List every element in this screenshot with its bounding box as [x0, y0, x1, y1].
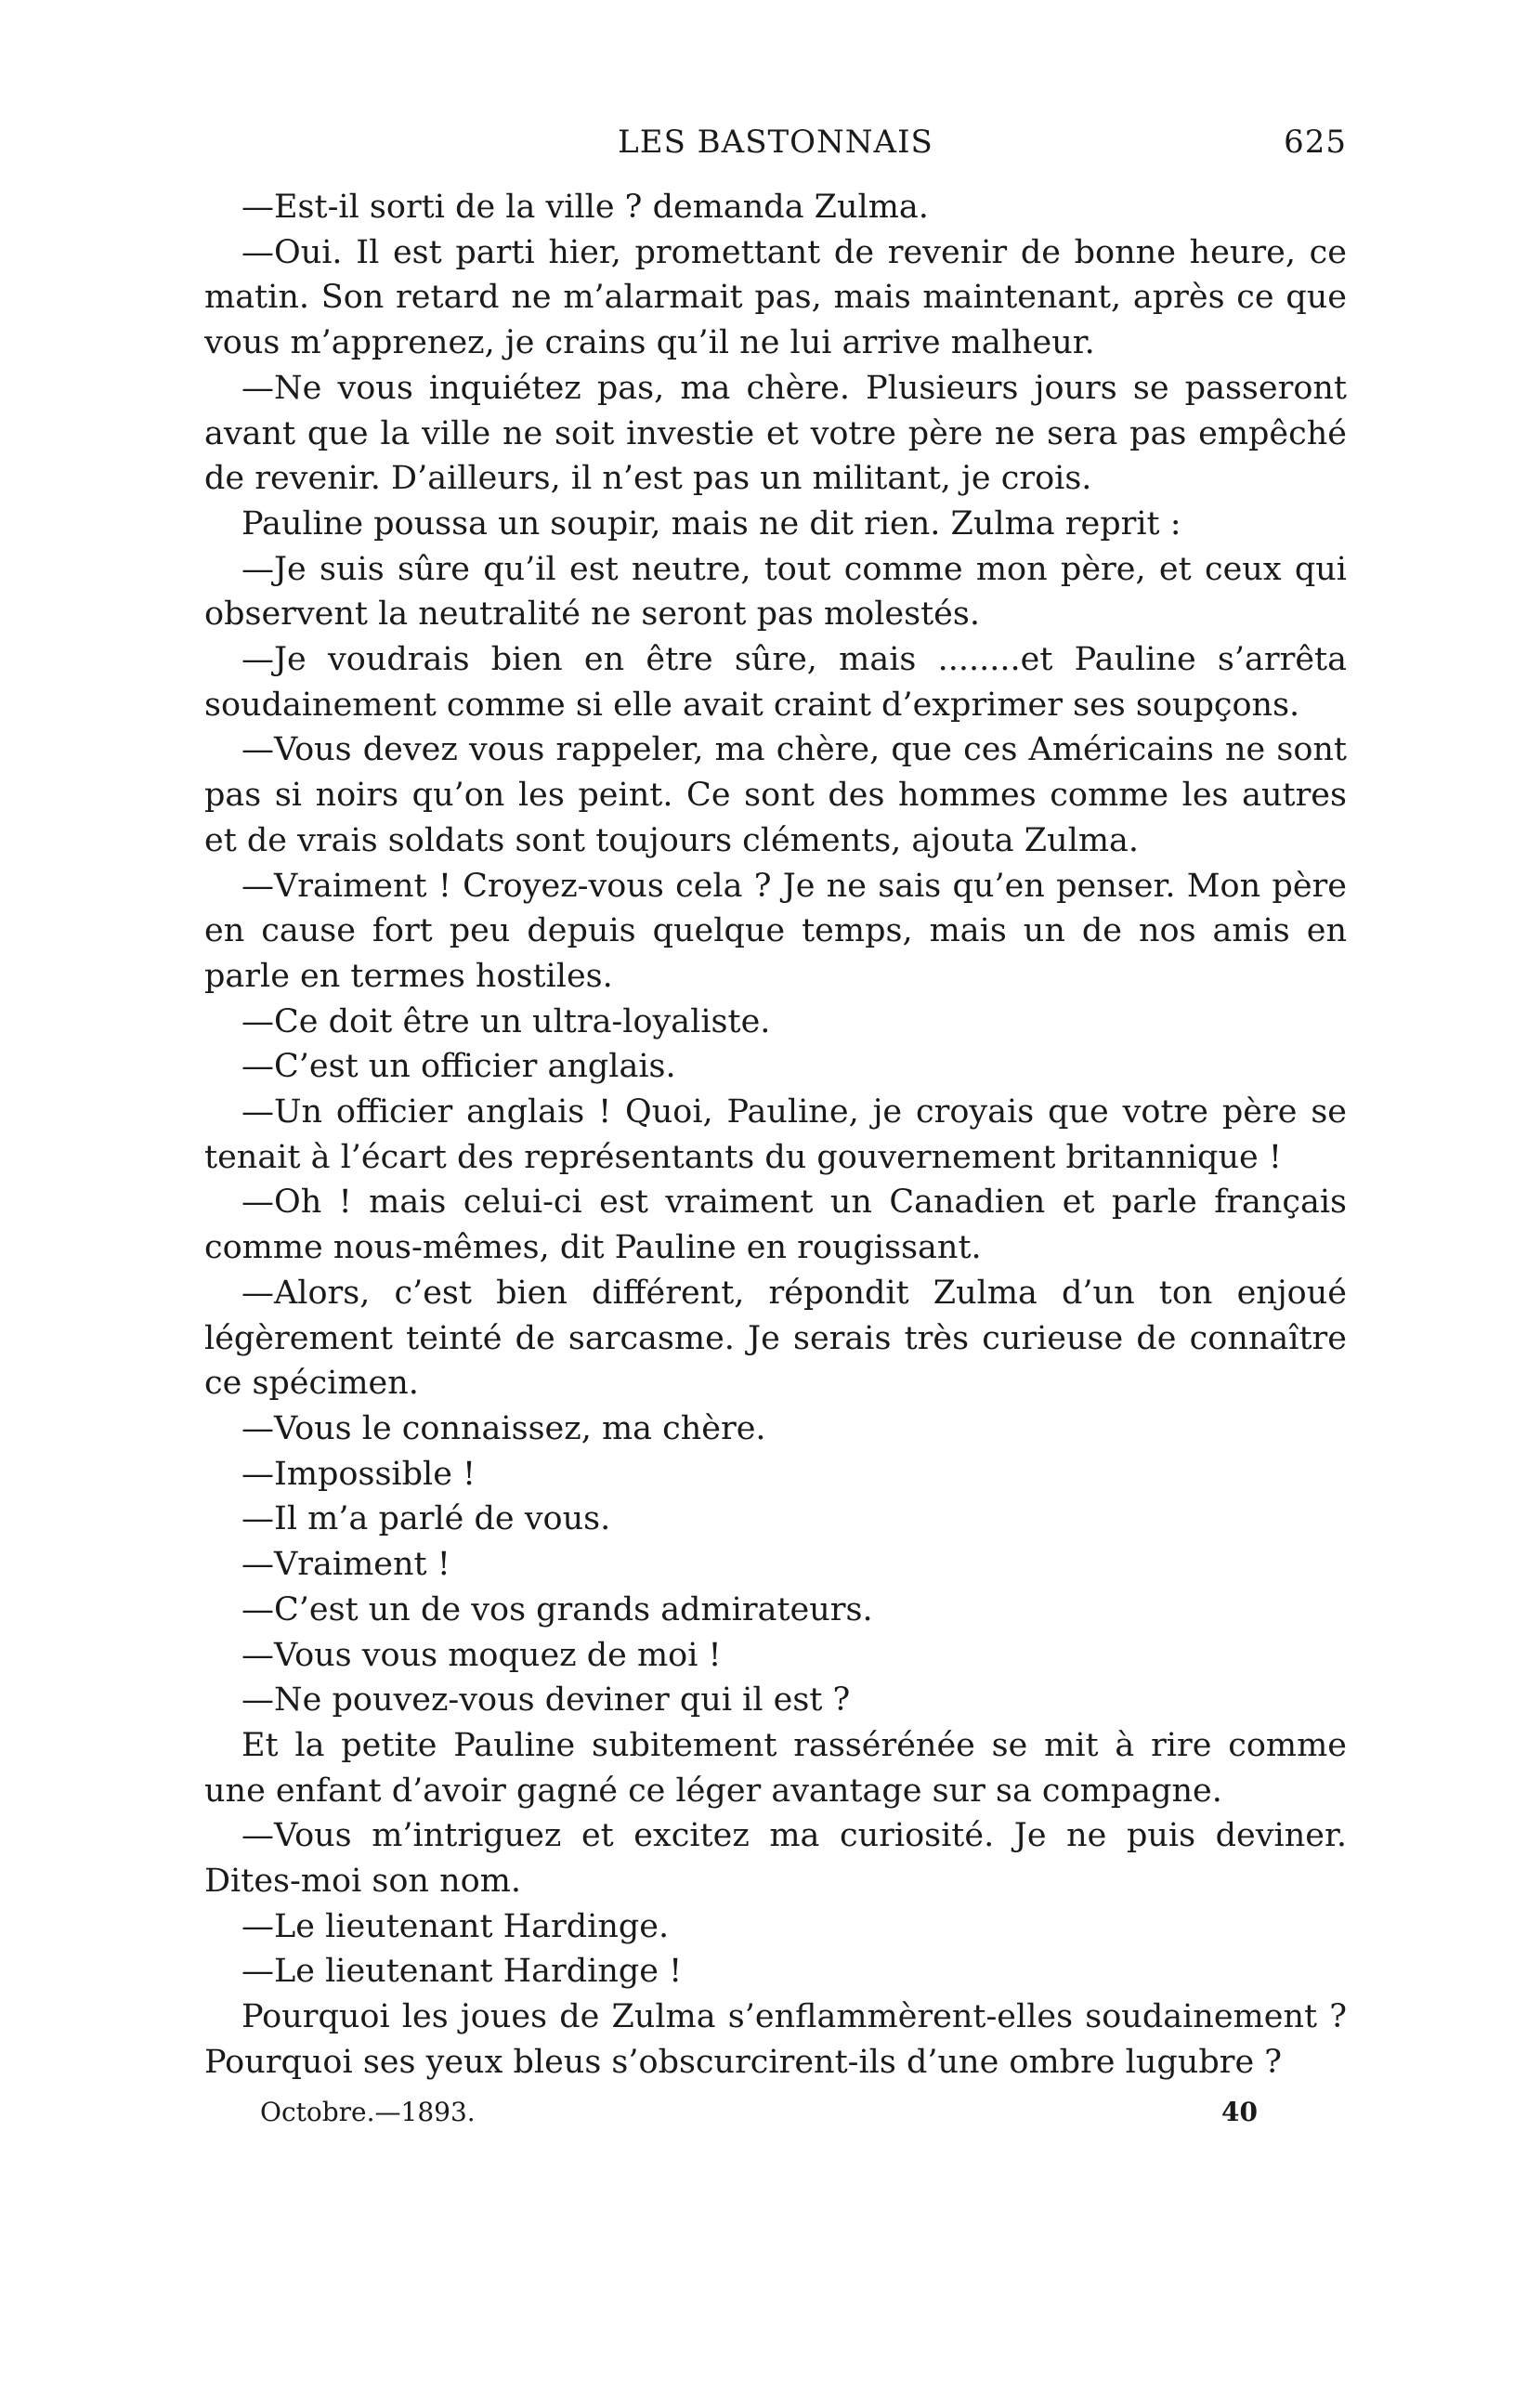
paragraph: —Je voudrais bien en être sûre, mais ........et Pauline s’arrêta soudainement comme si elle avait craint d’exprimer ses soupçons. [204, 641, 1347, 724]
paragraph: —Vous devez vous rappeler, ma chère, que ces Américains ne sont pas si noirs qu’on les peint. Ce sont des hommes comme les autres et de vrais soldats sont toujours cléments, ajouta Zulma. [204, 731, 1347, 859]
paragraph: —Je suis sûre qu’il est neutre, tout comme mon père, et ceux qui observent la neutralité ne seront pas molestés. [204, 550, 1347, 634]
paragraph: —Oh ! mais celui-ci est vraiment un Canadien et parle français comme nous-mêmes, dit Pauline en rougissant. [204, 1183, 1347, 1267]
paragraph: Pauline poussa un soupir, mais ne dit rien. Zulma reprit : [241, 504, 1181, 543]
paragraph: —Ne vous inquiétez pas, ma chère. Plusieurs jours se passeront avant que la ville ne soit investie et votre père ne sera pas empêché de revenir. D’ailleurs, il n’est pas un militant, je crois. [204, 369, 1347, 498]
paragraph: —Ce doit être un ultra-loyaliste. [241, 1002, 771, 1040]
paragraph: —Vous m’intriguez et excitez ma curiosité. Je ne puis deviner. Dites-moi son nom. [204, 1817, 1347, 1901]
paragraph: —Oui. Il est parti hier, promettant de revenir de bonne heure, ce matin. Son retard ne m’alarmait pas, mais maintenant, après ce que vous m’apprenez, je crains qu’il ne lui arrive malheur. [204, 233, 1347, 362]
paragraph: —Un officier anglais ! Quoi, Pauline, je croyais que votre père se tenait à l’écart des représentants du gouvernement britannique ! [204, 1093, 1347, 1176]
signature-mark: Octobre.—1893. [260, 2096, 476, 2127]
paragraph: —Impossible ! [241, 1455, 476, 1493]
paragraph: —Vraiment ! Croyez-vous cela ? Je ne sais qu’en penser. Mon père en cause fort peu depuis quelque temps, mais un de nos amis en parle en termes hostiles. [204, 867, 1347, 995]
page-number: 625 [1284, 124, 1347, 161]
paragraph: —Ne pouvez-vous deviner qui il est ? [241, 1681, 851, 1720]
paragraph: —Vraiment ! [241, 1546, 450, 1584]
paragraph: —Le lieutenant Hardinge ! [241, 1953, 683, 1991]
paragraph: —Vous vous moquez de moi ! [241, 1636, 722, 1674]
body-text [204, 185, 1347, 2086]
paragraph: —C’est un de vos grands admirateurs. [241, 1590, 873, 1628]
paragraph: Pourquoi les joues de Zulma s’enflammèrent-elles soudainement ? Pourquoi ses yeux bleus s’obscurcirent-ils d’une ombre lugubre ? [204, 1998, 1347, 2081]
book-page [204, 116, 1347, 2134]
signature-number: 40 [1221, 2096, 1258, 2127]
page-header [204, 116, 1347, 172]
paragraph: —Vous le connaissez, ma chère. [241, 1409, 766, 1447]
paragraph: —C’est un officier anglais. [241, 1048, 676, 1086]
paragraph: —Alors, c’est bien différent, répondit Zulma d’un ton enjoué légèrement teinté de sarcasme. Je serais très curieuse de connaître ce spécimen. [204, 1274, 1347, 1403]
running-title: LES BASTONNAIS [618, 124, 933, 161]
paragraph: Et la petite Pauline subitement rassérénée se mit à rire comme une enfant d’avoir gagné ce léger avantage sur sa compagne. [204, 1726, 1347, 1810]
paragraph: —Est-il sorti de la ville ? demanda Zulma. [241, 189, 929, 226]
paragraph: —Il m’a parlé de vous. [241, 1500, 611, 1538]
page-footer [204, 2093, 1347, 2134]
paragraph: —Le lieutenant Hardinge. [241, 1907, 670, 1945]
